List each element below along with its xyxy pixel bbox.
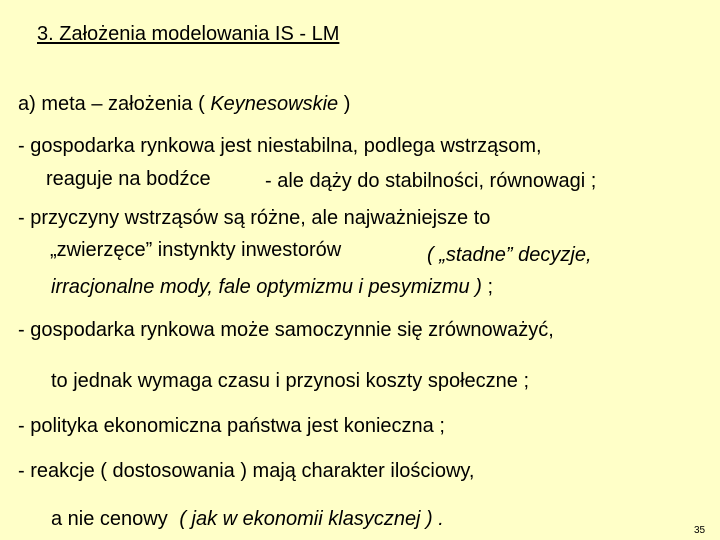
bullet-5-line-2a: a nie cenowy xyxy=(51,508,168,530)
bullet-4-line-1: - polityka ekonomiczna państwa jest konieczna ; xyxy=(18,415,445,437)
bullet-5-line-2 xyxy=(51,507,444,531)
bullet-5-line-2b: ( jak w ekonomii klasycznej ) . xyxy=(179,508,444,530)
bullet-3-line-1: - gospodarka rynkowa może samoczynnie się zrównoważyć, xyxy=(18,319,554,341)
section-heading-suffix: ) xyxy=(338,93,351,115)
bullet-1-line-1: - gospodarka rynkowa jest niestabilna, podlega wstrząsom, xyxy=(18,135,542,157)
bullet-3-line-2: to jednak wymaga czasu i przynosi koszty społeczne ; xyxy=(51,370,529,392)
bullet-2-line-2b: ( „stadne” decyzje, xyxy=(427,244,592,266)
bullet-2-line-1: - przyczyny wstrząsów są różne, ale najważniejsze to xyxy=(18,207,491,229)
page-number: 35 xyxy=(694,525,706,536)
section-heading xyxy=(18,92,350,116)
bullet-2-line-3-suffix: ; xyxy=(481,276,494,298)
bullet-2-line-3 xyxy=(51,275,493,299)
bullet-2-line-3-italic: irracjonalne mody, fale optymizmu i pesymizmu ) xyxy=(51,276,482,298)
bullet-2-line-2a: „zwierzęce” instynkty inwestorów xyxy=(50,239,342,261)
bullet-1-line-2b: - ale dąży do stabilności, równowagi ; xyxy=(265,170,597,192)
section-heading-italic: Keynesowskie xyxy=(210,93,339,115)
slide-title: 3. Założenia modelowania IS - LM xyxy=(37,23,340,45)
bullet-5-line-1: - reakcje ( dostosowania ) mają charakter ilościowy, xyxy=(18,460,475,482)
bullet-1-line-2a: reaguje na bodźce xyxy=(46,168,211,190)
section-heading-prefix: a) meta – założenia ( xyxy=(18,93,211,115)
